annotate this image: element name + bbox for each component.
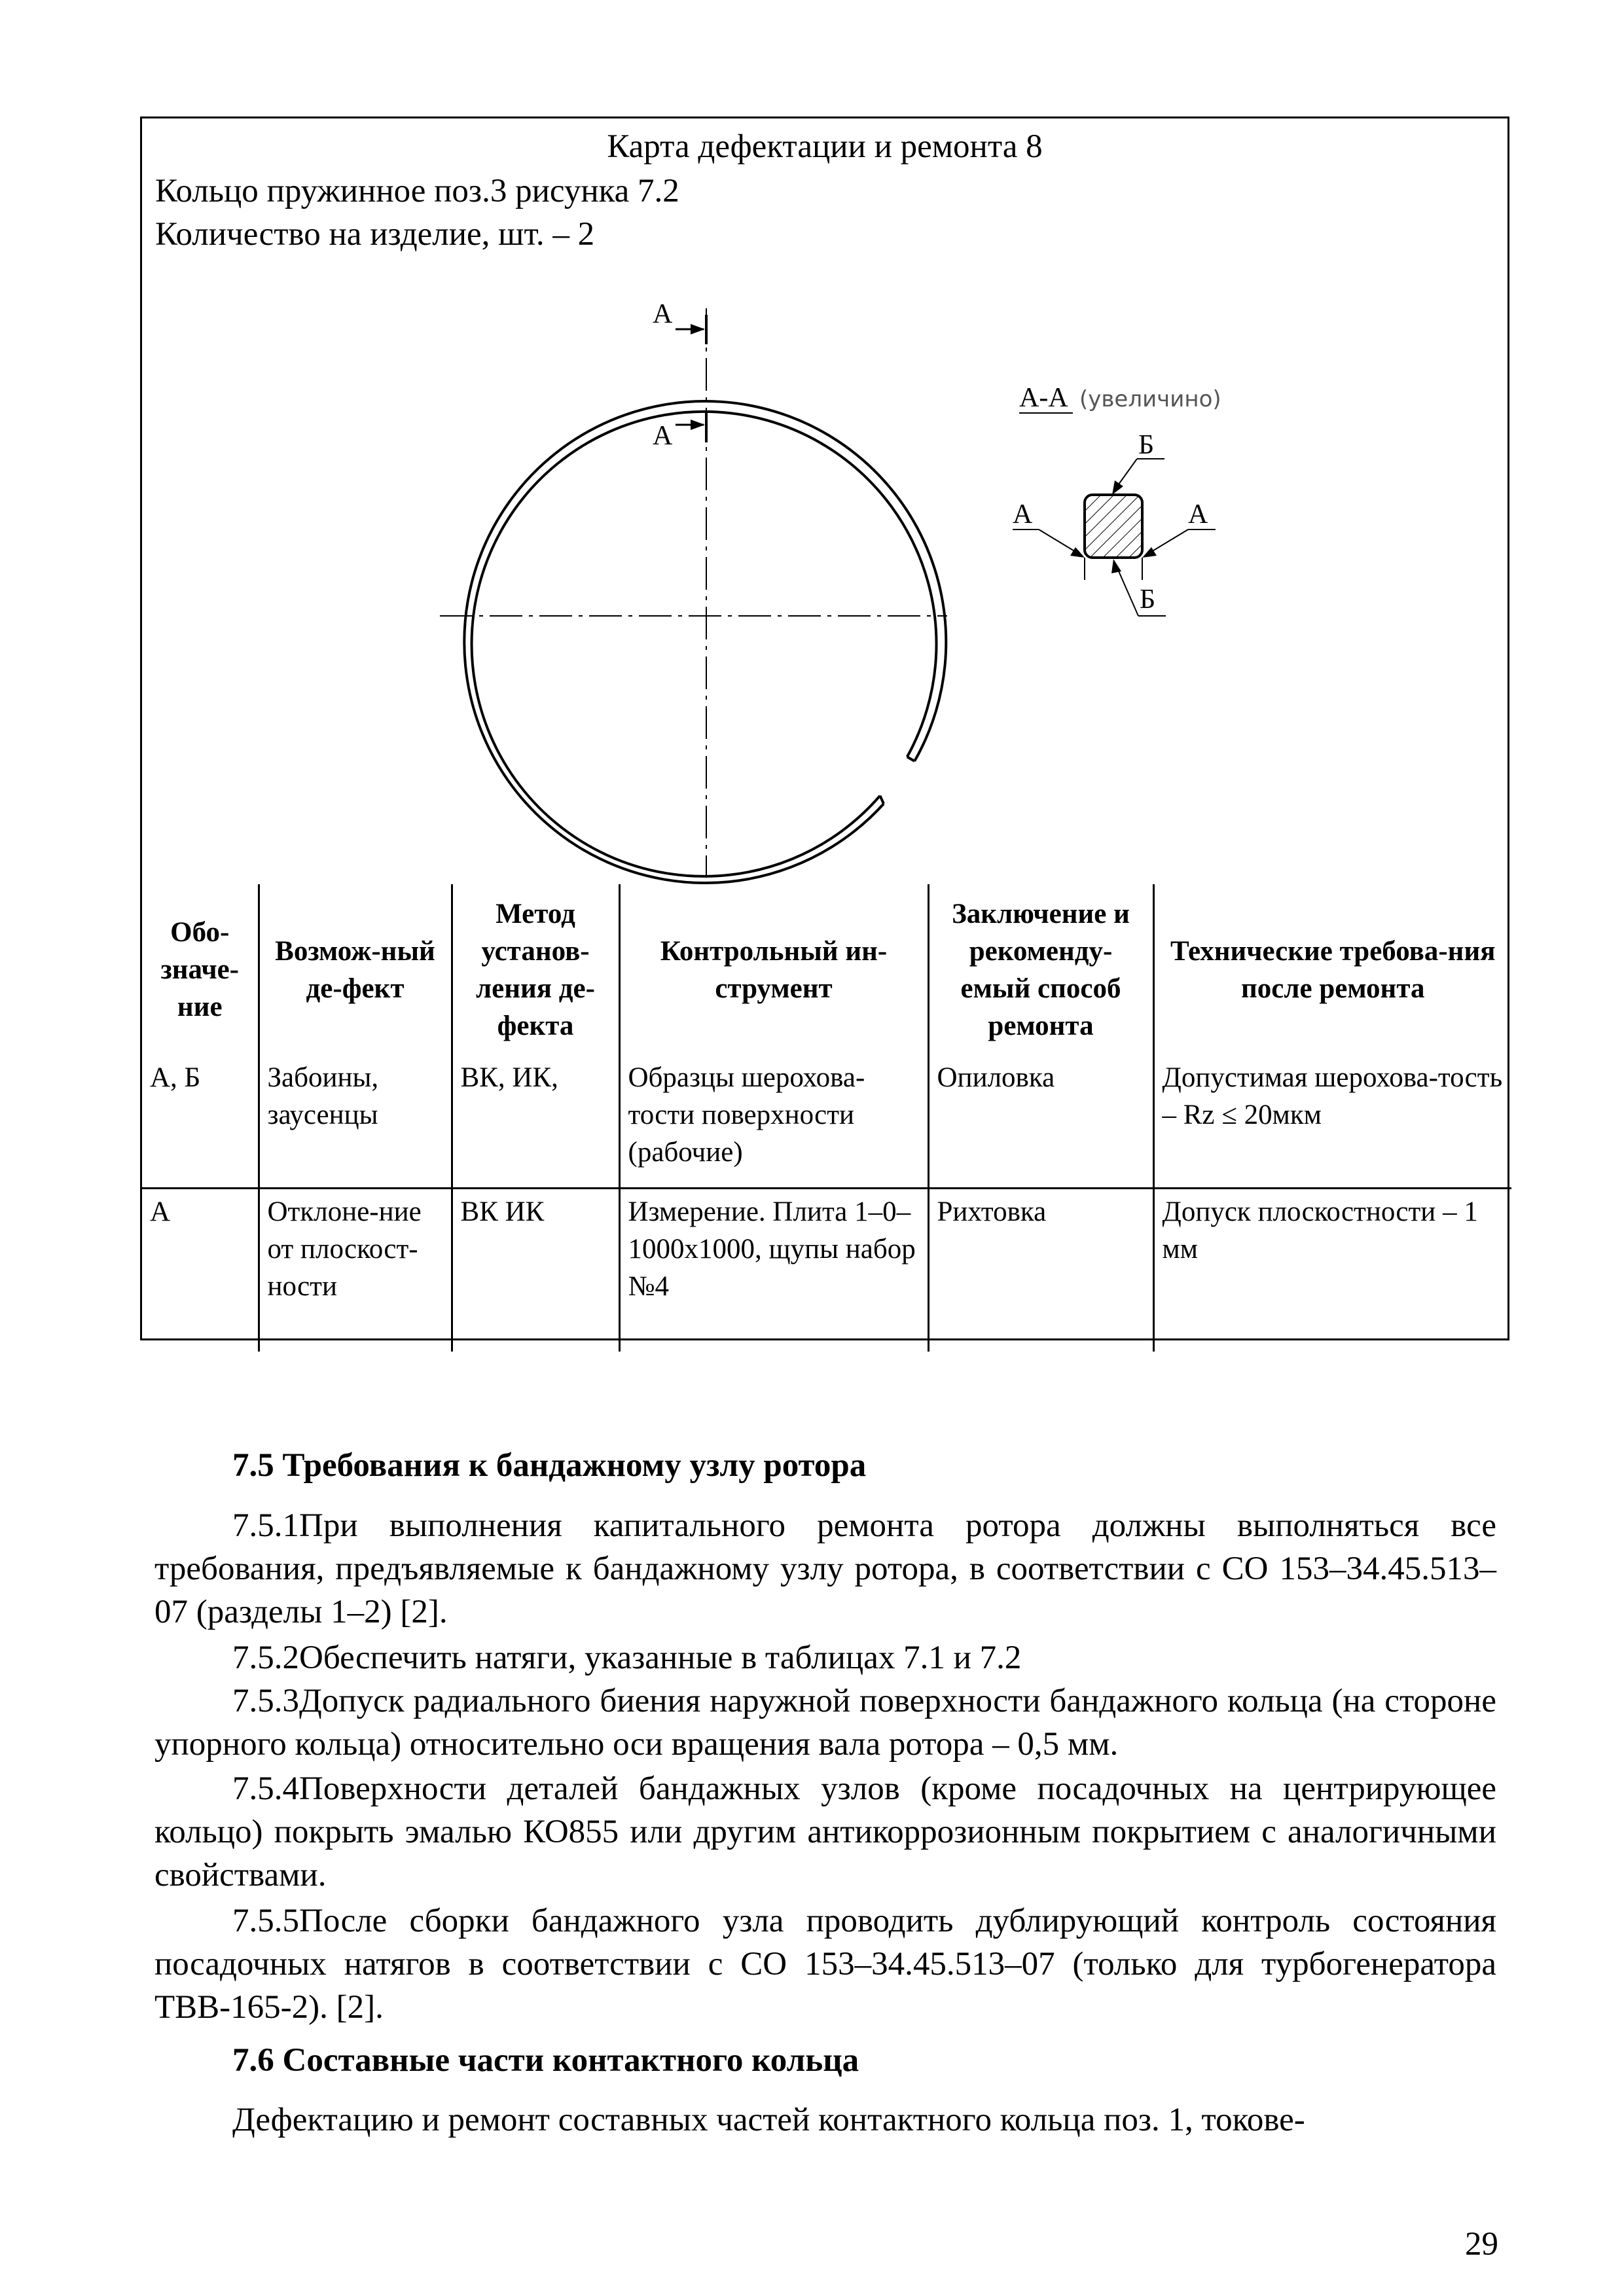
paragraph-7-5-5: 7.5.5После сборки бандажного узла проводить дублирующий контроль состояния посадочных натягов в соответствии с СО 153–34.45.513–07 (только для турбогенератора ТВВ-165-2). [2]. — [154, 1903, 1496, 2026]
page-number: 29 — [1465, 2226, 1498, 2263]
paragraph-7-6: Дефектацию и ремонт составных частей контактного кольца поз. 1, токове- — [232, 2102, 1305, 2138]
ring-inner-line — [472, 412, 937, 876]
leader-top-arrowhead — [1112, 480, 1123, 495]
ring-outer-line — [464, 401, 946, 883]
defect-table — [142, 884, 1511, 1352]
paragraph-7-5-1: 7.5.1При выполнения капитального ремонта ротора должны выполняться все требования, предъявляемые к бандажному узлу ротора, в соответствии с СО 153–34.45.513–07 (разделы 1–2) [2]. — [154, 1507, 1496, 1630]
paragraph-7-5-2: 7.5.2Обеспечить натяги, указанные в таблицах 7.1 и 7.2 — [232, 1640, 1022, 1676]
header-instrument: Контрольный ин-струмент — [619, 884, 928, 1055]
paragraph-7-5-3: 7.5.3Допуск радиального биения наружной поверхности бандажного кольца (на стороне упорного кольца) относительно оси вращения вала ротора – 0,5 мм. — [154, 1683, 1496, 1763]
cell-defect: Забоины, заусенцы — [259, 1055, 452, 1189]
cell-method: ВК, ИК, — [452, 1055, 619, 1189]
section-marker-bottom: А — [653, 421, 673, 451]
leader-right-arrowhead — [1142, 547, 1157, 558]
card-title: Карта дефектации и ремонта 8 — [607, 128, 1043, 165]
header-requirements: Технические требова-ния после ремонта — [1153, 884, 1511, 1055]
cell-defect: Отклоне-ние от плоскост-ности — [259, 1189, 452, 1352]
leader-left-arrowhead — [1070, 547, 1085, 558]
paragraph-7-5-4: 7.5.4Поверхности деталей бандажных узлов (кроме посадочных на центрирующее кольцо) покрыть эмалью КО855 или другим антикоррозионным покрытием с аналогичными свойствами. — [154, 1770, 1496, 1893]
cell-requirements: Допустимая шерохова-тость – Rz ≤ 20мкм — [1153, 1055, 1511, 1189]
section-view-note: (увеличино) — [1079, 386, 1221, 412]
section-view-label: А-А — [1019, 383, 1068, 413]
header-designation: Обо-значе-ние — [142, 884, 259, 1055]
face-label-bottom: Б — [1140, 584, 1156, 615]
table-header-row — [142, 884, 1511, 1055]
section-7-5-heading: 7.5 Требования к бандажному узлу ротора — [232, 1447, 867, 1484]
cell-designation: А — [142, 1189, 259, 1352]
ring-gap-end-b — [907, 757, 914, 761]
section-marker-top: А — [653, 299, 673, 329]
cell-repair: Опиловка — [928, 1055, 1153, 1189]
side-label-left: А — [1013, 499, 1033, 529]
ring-gap-end-a — [880, 796, 884, 804]
section-profile — [1085, 495, 1142, 558]
side-label-right: А — [1188, 499, 1208, 529]
cell-requirements: Допуск плоскостности – 1 мм — [1153, 1189, 1511, 1352]
cell-instrument: Измерение. Плита 1–0– 1000х1000, щупы набор №4 — [619, 1189, 928, 1352]
card-part: Кольцо пружинное поз.3 рисунка 7.2 — [155, 173, 679, 209]
card-quantity: Количество на изделие, шт. – 2 — [155, 216, 595, 253]
ring-drawing — [142, 118, 1507, 884]
card-header — [142, 118, 1507, 884]
table-row — [142, 1189, 1511, 1352]
header-method: Метод установ-ления де-фекта — [452, 884, 619, 1055]
cell-instrument: Образцы шерохова-тости поверхности (рабочие) — [619, 1055, 928, 1189]
cell-designation: А, Б — [142, 1055, 259, 1189]
header-repair: Заключение и рекоменду-емый способ ремонта — [928, 884, 1153, 1055]
defect-card — [140, 117, 1509, 1340]
leader-bottom-arrowhead — [1111, 559, 1121, 573]
section-arrowhead-bottom — [691, 420, 705, 430]
cell-method: ВК ИК — [452, 1189, 619, 1352]
face-label-top: Б — [1138, 430, 1155, 460]
cell-repair: Рихтовка — [928, 1189, 1153, 1352]
section-7-6-heading: 7.6 Составные части контактного кольца — [232, 2042, 859, 2079]
table-row — [142, 1055, 1511, 1189]
header-defect: Возмож-ный де-фект — [259, 884, 452, 1055]
section-arrowhead-top — [691, 324, 705, 334]
